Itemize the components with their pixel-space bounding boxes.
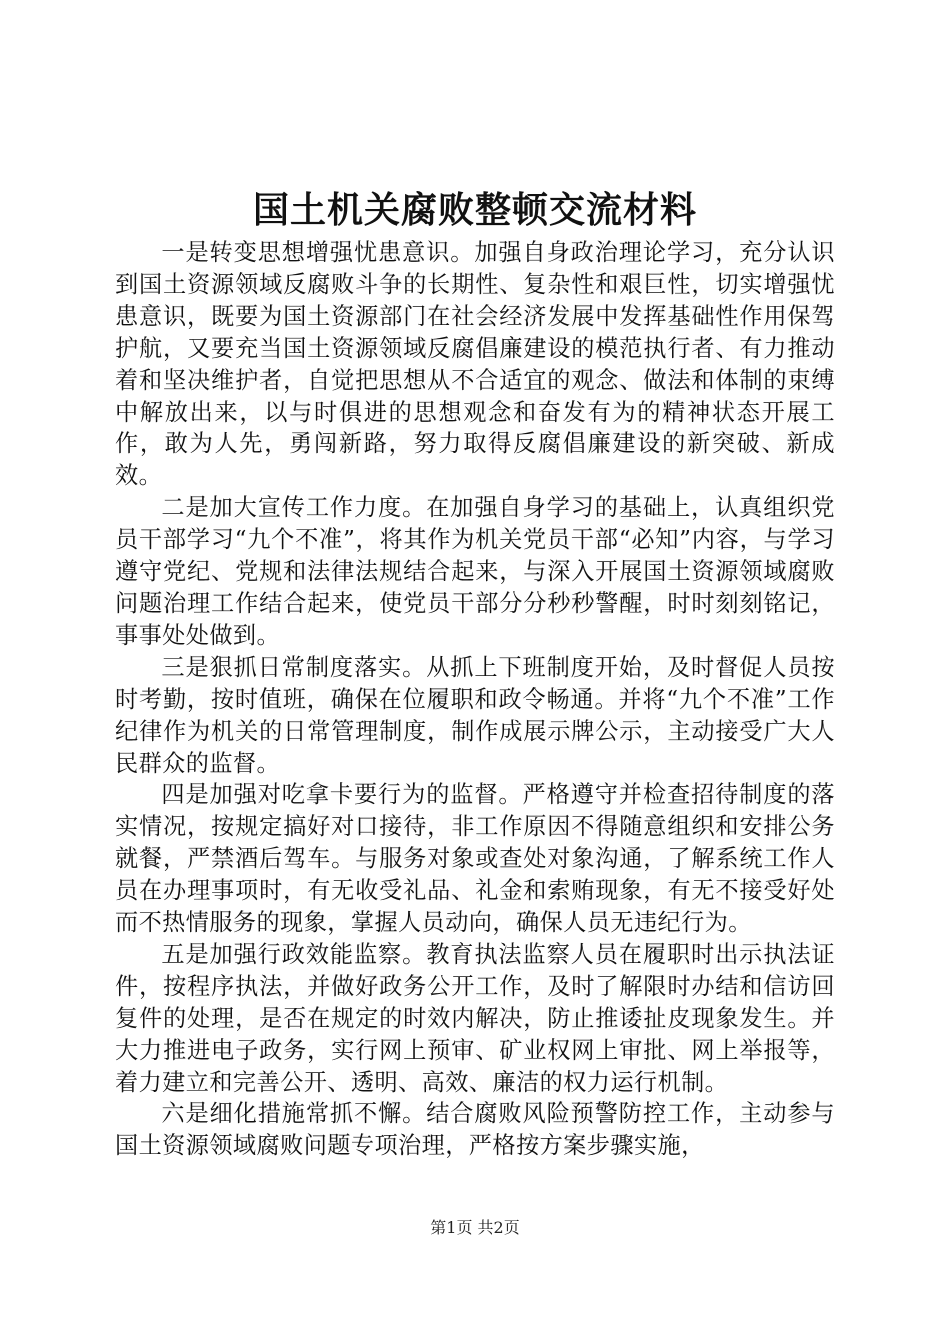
document-body (115, 237, 835, 1162)
paragraph-6: 六是细化措施常抓不懈。结合腐败风险预警防控工作，主动参与国土资源领域腐败问题专项治理，严格按方案步骤实施， (115, 1100, 835, 1160)
paragraph-3: 三是狠抓日常制度落实。从抓上下班制度开始，及时督促人员按时考勤，按时值班，确保在位履职和政令畅通。并将“九个不准”工作纪律作为机关的日常管理制度，制作成展示牌公示，主动接受广大人民群众的监督。 (115, 653, 835, 777)
document-title: 国土机关腐败整顿交流材料 (252, 189, 697, 231)
paragraph-2: 二是加大宣传工作力度。在加强自身学习的基础上，认真组织党员干部学习“九个不准”，将其作为机关党员干部“必知”内容，与学习遵守党纪、党规和法律法规结合起来，与深入开展国土资源领域腐败问题治理工作结合起来，使党员干部分分秒秒警醒，时时刻刻铭记，事事处处做到。 (115, 494, 835, 649)
page-footer: 第1页 共2页 (430, 1218, 520, 1237)
paragraph-1: 一是转变思想增强忧患意识。加强自身政治理论学习，充分认识到国土资源领域反腐败斗争的长期性、复杂性和艰巨性，切实增强忧患意识，既要为国土资源部门在社会经济发展中发挥基础性作用保驾护航，又要充当国土资源领域反腐倡廉建设的模范执行者、有力推动着和坚决维护者，自觉把思想从不合适宜的观念、做法和体制的束缚中解放出来，以与时俱进的思想观念和奋发有为的精神状态开展工作，敢为人先，勇闯新路，努力取得反腐倡廉建设的新突破、新成效。 (115, 239, 835, 490)
paragraph-5: 五是加强行政效能监察。教育执法监察人员在履职时出示执法证件，按程序执法，并做好政务公开工作，及时了解限时办结和信访回复件的处理，是否在规定的时效内解决，防止推诿扯皮现象发生。并大力推进电子政务，实行网上预审、矿业权网上审批、网上举报等，着力建立和完善公开、透明、高效、廉洁的权力运行机制。 (115, 940, 835, 1096)
paragraph-4: 四是加强对吃拿卡要行为的监督。严格遵守并检查招待制度的落实情况，按规定搞好对口接待，非工作原因不得随意组织和安排公务就餐，严禁酒后驾车。与服务对象或查处对象沟通，了解系统工作人员在办理事项时，有无收受礼品、礼金和索贿现象，有无不接受好处而不热情服务的现象，掌握人员动向，确保人员无违纪行为。 (115, 781, 835, 937)
